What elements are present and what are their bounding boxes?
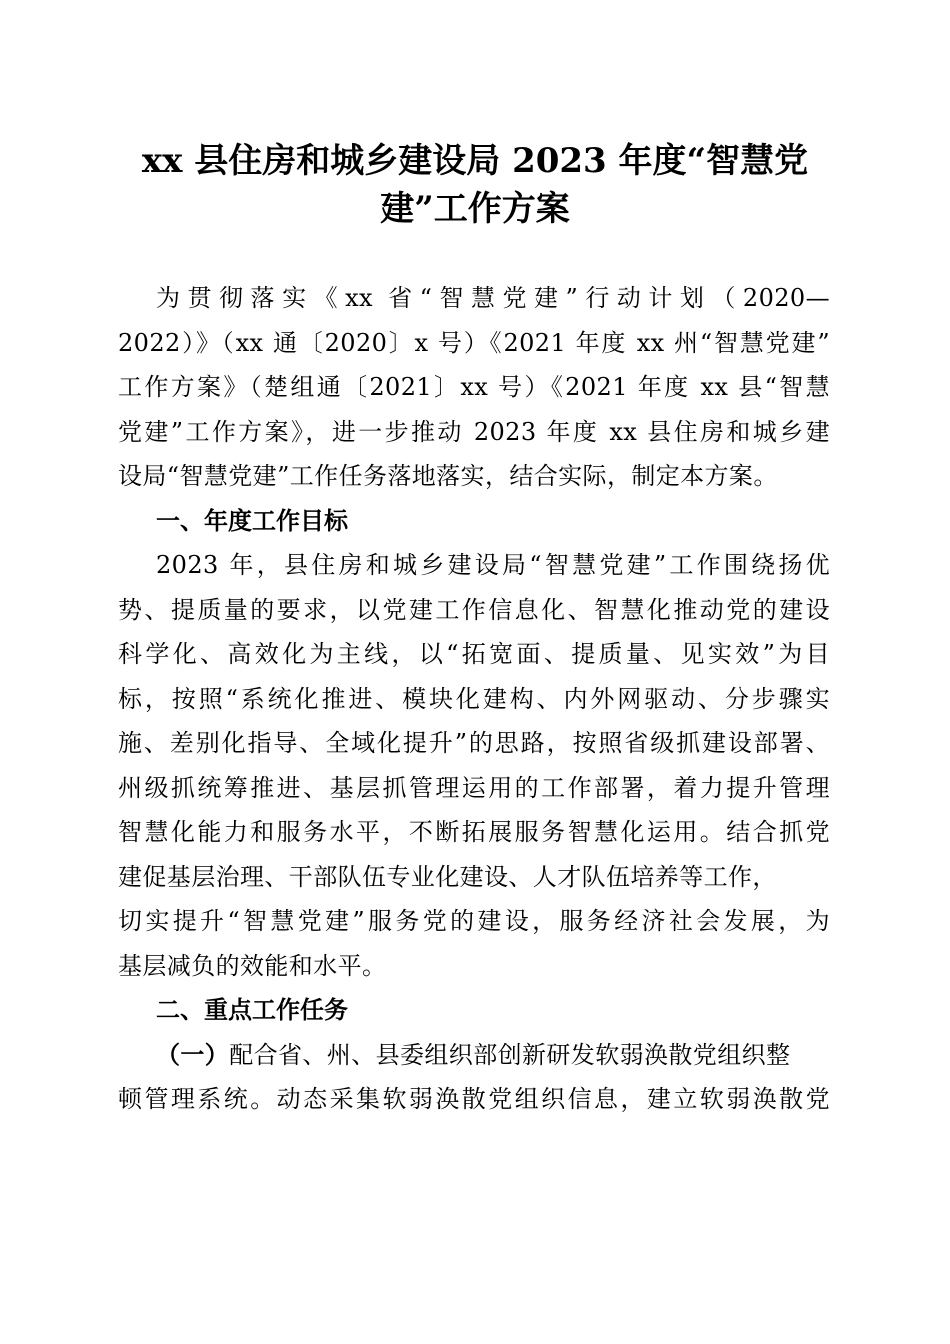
text-line: 2023 年，县住房和城乡建设局“智慧党建”工作围绕扬优 <box>156 551 830 579</box>
text-line: 切实提升“智慧党建”服务党的建设，服务经济社会发展，为 <box>118 907 830 935</box>
text-segment: 配合省、州、县委组织部创新研发软弱涣散党组织整 <box>229 1040 791 1069</box>
text-line: 党建”工作方案》，进一步推动 2023 年度 xx 县住房和城乡建 <box>118 417 830 446</box>
text-line <box>118 1033 830 1078</box>
title-line: xx 县住房和城乡建设局 2023 年度“智慧党 <box>141 141 809 181</box>
text-line: 工作方案》（楚组通〔2021〕xx 号）《2021 年度 xx 县“智慧 <box>118 373 830 401</box>
text-line: 科学化、高效化为主线，以“拓宽面、提质量、见实效”为目 <box>118 640 830 668</box>
text-line: 为贯彻落实《xx 省“智慧党建”行动计划（2020— <box>156 284 830 312</box>
sub-heading: （一） <box>156 1039 230 1069</box>
intro-paragraph <box>118 276 830 499</box>
section1-paragraph <box>118 543 830 988</box>
text-line: 势、提质量的要求，以党建工作信息化、智慧化推动党的建设 <box>118 595 830 624</box>
section2-paragraph <box>118 1033 830 1122</box>
text-line: 顿管理系统。动态采集软弱涣散党组织信息，建立软弱涣散党 <box>118 1085 830 1113</box>
text-line: 州级抓统筹推进、基层抓管理运用的工作部署，着力提升管理 <box>118 773 830 802</box>
section-heading: 一、年度工作目标 <box>156 505 348 535</box>
text-line: 智慧化能力和服务水平，不断拓展服务智慧化运用。结合抓党 <box>118 818 830 846</box>
text-line: 建促基层治理、干部队伍专业化建设、人才队伍培养等工作， <box>118 862 777 891</box>
text-line: 设局“智慧党建”工作任务落地落实，结合实际，制定本方案。 <box>118 462 778 490</box>
text-line: 标，按照“系统化推进、模块化建构、内外网驱动、分步骤实 <box>118 684 830 713</box>
text-line: 基层减负的效能和水平。 <box>118 951 387 980</box>
title-line: 建”工作方案 <box>380 189 570 229</box>
text-line: 施、差别化指导、全域化提升”的思路，按照省级抓建设部署、 <box>118 729 830 757</box>
text-line: 2022）》（xx 通〔2020〕x 号）《2021 年度 xx 州“智慧党建” <box>118 328 830 357</box>
document-title <box>100 137 850 233</box>
section-heading: 二、重点工作任务 <box>156 995 348 1024</box>
document-body <box>118 276 830 1122</box>
